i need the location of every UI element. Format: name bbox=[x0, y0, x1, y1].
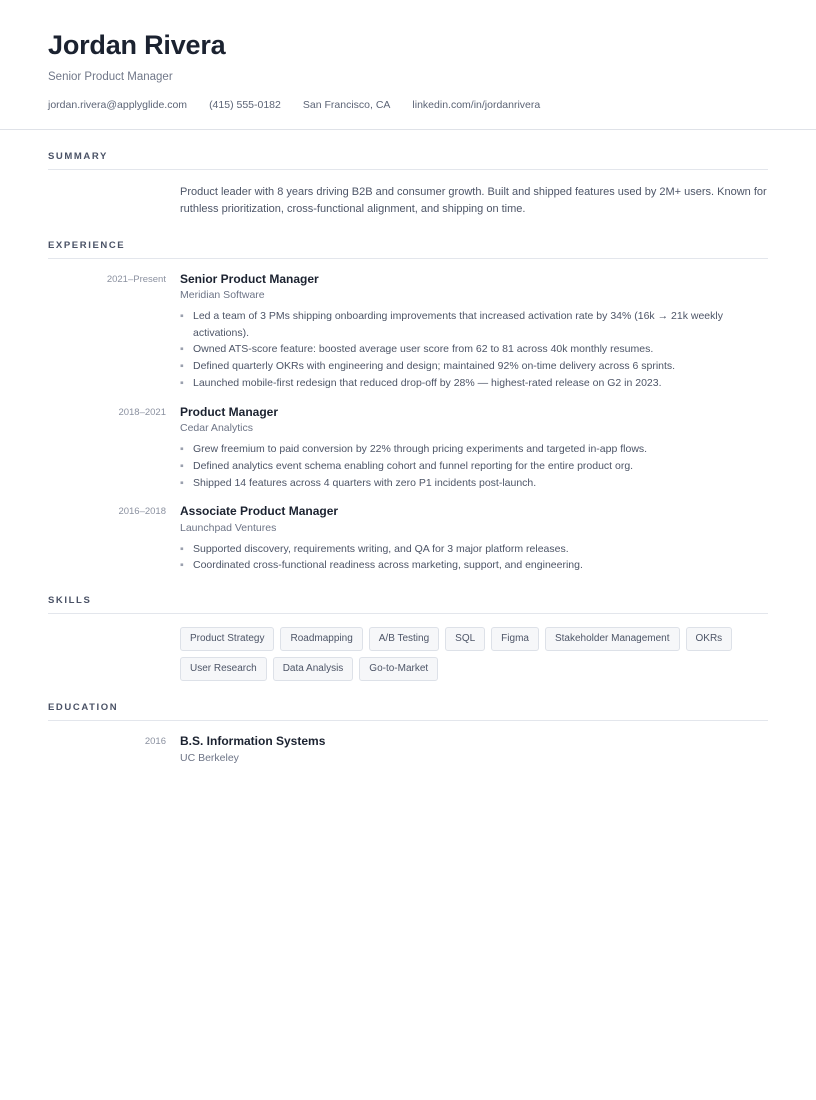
education-item bbox=[48, 721, 768, 765]
experience-body bbox=[180, 504, 768, 574]
experience-bullets bbox=[180, 308, 768, 392]
bullet-dot-icon: ▪ bbox=[180, 343, 184, 356]
section-title-skills: SKILLS bbox=[48, 574, 768, 614]
bullet-dot-icon: ▪ bbox=[180, 360, 184, 373]
contact-phone[interactable]: (415) 555-0182 bbox=[209, 98, 281, 111]
bullet-dot-icon: ▪ bbox=[180, 376, 184, 389]
education-rows bbox=[48, 721, 768, 765]
experience-org: Launchpad Ventures bbox=[180, 521, 277, 534]
experience-bullet-text: Shipped 14 features across 4 quarters with zero P1 incidents post-launch. bbox=[193, 476, 537, 489]
section-summary bbox=[0, 130, 816, 218]
experience-bullet-text: Defined analytics event schema enabling cohort and funnel reporting for the entire product org. bbox=[193, 459, 634, 472]
experience-dates: 2018–2021 bbox=[118, 406, 166, 418]
experience-item bbox=[48, 491, 768, 574]
experience-org: Meridian Software bbox=[180, 289, 265, 302]
experience-bullet bbox=[180, 557, 768, 574]
experience-bullet-text: Owned ATS-score feature: boosted average user score from 62 to 81 across 40k monthly resumes. bbox=[193, 343, 654, 356]
skill-chip[interactable]: Stakeholder Management bbox=[545, 627, 680, 651]
experience-body bbox=[180, 272, 768, 392]
skills-body bbox=[180, 627, 768, 681]
experience-bullet-text: Launched mobile-first redesign that reduced drop-off by 28% — highest-rated release on G2 in 2023. bbox=[193, 376, 662, 389]
bullet-dot-icon: ▪ bbox=[180, 442, 184, 455]
section-title-experience: EXPERIENCE bbox=[48, 219, 768, 259]
education-school: UC Berkeley bbox=[180, 751, 239, 764]
experience-bullet bbox=[180, 341, 768, 358]
experience-bullet bbox=[180, 375, 768, 392]
experience-rows bbox=[48, 259, 768, 575]
bullet-dot-icon: ▪ bbox=[180, 309, 184, 322]
section-experience bbox=[0, 219, 816, 575]
bullet-dot-icon: ▪ bbox=[180, 476, 184, 489]
experience-bullets bbox=[180, 441, 768, 491]
experience-bullets bbox=[180, 541, 768, 575]
summary-row bbox=[48, 170, 768, 218]
experience-title: Product Manager bbox=[180, 404, 279, 419]
contact-linkedin[interactable]: linkedin.com/in/jordanrivera bbox=[412, 98, 541, 111]
summary-text: Product leader with 8 years driving B2B and consumer growth. Built and shipped features used by 2M+ users. Known for ruthless prioritization, cross-functional alignment, and shipping on time. bbox=[180, 186, 767, 216]
experience-item bbox=[48, 259, 768, 392]
experience-bullet-text: Supported discovery, requirements writing, and QA for 3 major platform releases. bbox=[193, 542, 569, 555]
skill-chip[interactable]: User Research bbox=[180, 657, 267, 681]
bullet-dot-icon: ▪ bbox=[180, 542, 184, 555]
experience-title: Senior Product Manager bbox=[180, 271, 319, 286]
summary-rows bbox=[48, 170, 768, 218]
education-dates: 2016 bbox=[144, 736, 166, 748]
skills-row bbox=[48, 614, 768, 681]
experience-dates: 2016–2018 bbox=[118, 506, 166, 518]
candidate-name: Jordan Rivera bbox=[48, 30, 226, 60]
summary-body bbox=[180, 184, 768, 218]
experience-body bbox=[180, 405, 768, 492]
experience-bullet bbox=[180, 475, 768, 492]
skill-chip[interactable]: Figma bbox=[491, 627, 539, 651]
resume-header bbox=[0, 0, 816, 130]
section-title-summary: SUMMARY bbox=[48, 130, 768, 170]
experience-bullet bbox=[180, 308, 768, 342]
skill-chip[interactable]: Product Strategy bbox=[180, 627, 274, 651]
experience-org: Cedar Analytics bbox=[180, 422, 253, 435]
contact-list bbox=[48, 99, 768, 112]
education-degree: B.S. Information Systems bbox=[180, 734, 326, 749]
experience-item bbox=[48, 392, 768, 492]
section-skills bbox=[0, 574, 816, 681]
contact-email[interactable]: jordan.rivera@applyglide.com bbox=[48, 98, 188, 111]
experience-bullet-text: Defined quarterly OKRs with engineering and design; maintained 92% on-time delivery across 6 sprints. bbox=[193, 360, 676, 373]
skill-chip[interactable]: OKRs bbox=[686, 627, 733, 651]
candidate-headline: Senior Product Manager bbox=[48, 71, 173, 84]
bullet-dot-icon: ▪ bbox=[180, 459, 184, 472]
experience-bullet-text: Coordinated cross-functional readiness across marketing, support, and engineering. bbox=[193, 559, 583, 572]
experience-bullet bbox=[180, 458, 768, 475]
skill-chip[interactable]: SQL bbox=[445, 627, 485, 651]
experience-bullet-text: Grew freemium to paid conversion by 22% through pricing experiments and targeted in-app flows. bbox=[193, 442, 648, 455]
skill-chip-list bbox=[180, 627, 768, 681]
skill-chip[interactable]: Roadmapping bbox=[280, 627, 362, 651]
skill-chip[interactable]: A/B Testing bbox=[369, 627, 439, 651]
experience-bullet bbox=[180, 541, 768, 558]
experience-title: Associate Product Manager bbox=[180, 504, 339, 519]
experience-bullet-text: Led a team of 3 PMs shipping onboarding improvements that increased activation rate by 34% (16k → 21k weekly activations). bbox=[193, 309, 723, 339]
experience-bullet bbox=[180, 441, 768, 458]
skill-chip[interactable]: Data Analysis bbox=[273, 657, 354, 681]
skill-chip[interactable]: Go-to-Market bbox=[359, 657, 438, 681]
skills-rows bbox=[48, 614, 768, 681]
bullet-dot-icon: ▪ bbox=[180, 559, 184, 572]
section-title-education: EDUCATION bbox=[48, 681, 768, 721]
contact-location: San Francisco, CA bbox=[302, 98, 391, 111]
experience-bullet bbox=[180, 358, 768, 375]
experience-dates: 2021–Present bbox=[106, 273, 166, 285]
education-body bbox=[180, 734, 768, 765]
section-education bbox=[0, 681, 816, 765]
